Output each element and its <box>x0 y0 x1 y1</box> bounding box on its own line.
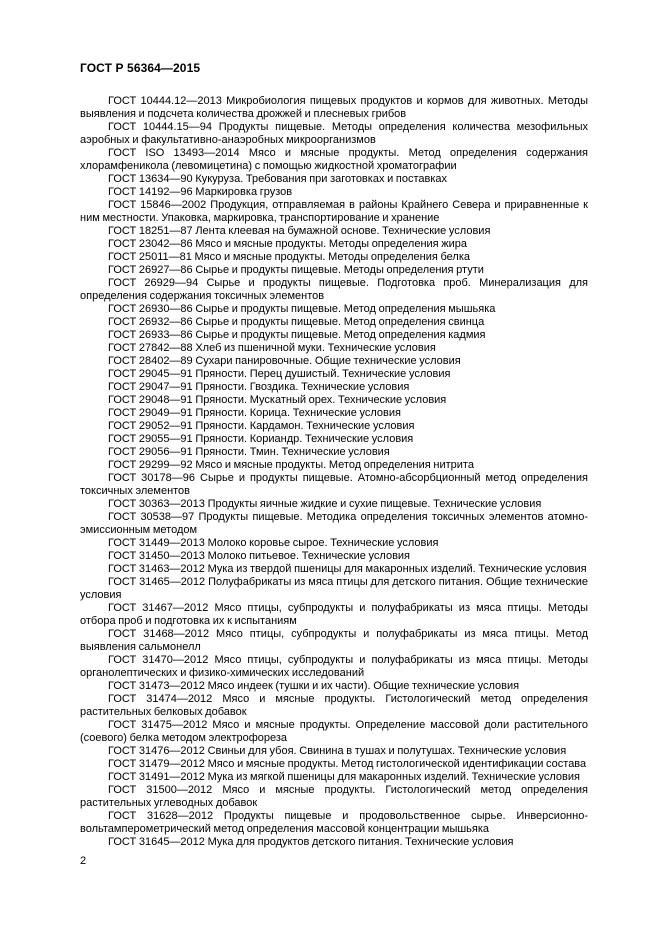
reference-entry: ГОСТ 31628—2012 Продукты пищевые и продовольственное сырье. Инверсионно-вольтамперометрический метод определения массовой концентрации мышьяка <box>80 810 588 835</box>
reference-entry: ГОСТ 27842—88 Хлеб из пшеничной муки. Технические условия <box>108 342 436 354</box>
reference-entry: ГОСТ 28402—89 Сухари панировочные. Общие технические условия <box>108 355 461 367</box>
reference-entry: ГОСТ 15846—2002 Продукция, отправляемая в районы Крайнего Севера и приравненные к ним местности. Упаковка, маркировка, транспортирование и хранение <box>80 199 591 224</box>
reference-entry: ГОСТ 25011—81 Мясо и мясные продукты. Методы определения белка <box>108 251 471 263</box>
reference-entry: ГОСТ 10444.12—2013 Микробиология пищевых продуктов и кормов для животных. Методы выявления и подсчета количества дрожжей и плесневых грибов <box>80 95 591 120</box>
reference-entry: ГОСТ 10444.15—94 Продукты пищевые. Методы определения количества мезофильных аэробных и факультативно-анаэробных микроорганизмов <box>80 121 591 146</box>
reference-entry: ГОСТ 31479—2012 Мясо и мясные продукты. Метод гистологической идентификации состава <box>108 758 587 770</box>
reference-entry: ГОСТ 29049—91 Пряности. Корица. Технические условия <box>108 407 401 419</box>
reference-entry: ГОСТ 31473—2012 Мясо индеек (тушки и их части). Общие технические условия <box>108 680 520 692</box>
reference-entry: ГОСТ 31465—2012 Полуфабрикаты из мяса птицы для детского питания. Общие технические условия <box>80 576 591 601</box>
reference-entry: ГОСТ 31463—2012 Мука из твердой пшеницы для макаронных изделий. Технические условия <box>108 563 587 575</box>
reference-entry: ГОСТ 14192—96 Маркировка грузов <box>108 186 293 198</box>
reference-entry: ГОСТ 31645—2012 Мука для продуктов детского питания. Технические условия <box>108 836 514 848</box>
reference-entry: ГОСТ 30363—2013 Продукты яичные жидкие и сухие пищевые. Технические условия <box>108 498 542 510</box>
reference-entry: ГОСТ 29052—91 Пряности. Кардамон. Технические условия <box>108 420 415 432</box>
reference-entry: ГОСТ 30538—97 Продукты пищевые. Методика определения токсичных элементов атомно-эмиссионным методом <box>80 511 588 536</box>
reference-entry: ГОСТ ISO 13493—2014 Мясо и мясные продукты. Метод определения содержания хлорамфеникола (левомицетина) с помощью жидкостной хроматографии <box>80 147 591 172</box>
reference-entry: ГОСТ 18251—87 Лента клеевая на бумажной основе. Технические условия <box>108 225 491 237</box>
reference-entry: ГОСТ 26927—86 Сырье и продукты пищевые. Методы определения ртути <box>108 264 484 276</box>
reference-entry: ГОСТ 31468—2012 Мясо птицы, субпродукты и полуфабрикаты из мяса птицы. Метод выявления сальмонелл <box>80 628 591 653</box>
reference-entry: ГОСТ 13634—90 Кукуруза. Требования при заготовках и поставках <box>108 173 448 185</box>
reference-entry: ГОСТ 30178—96 Сырье и продукты пищевые. Атомно-абсорбционный метод определения токсичных элементов <box>80 472 591 497</box>
reference-entry: ГОСТ 29056—91 Пряности. Тмин. Технические условия <box>108 446 390 458</box>
reference-entry: ГОСТ 23042—86 Мясо и мясные продукты. Методы определения жира <box>108 238 468 250</box>
reference-entry: ГОСТ 29045—91 Пряности. Перец душистый. Технические условия <box>108 368 451 380</box>
reference-entry: ГОСТ 26933—86 Сырье и продукты пищевые. Метод определения кадмия <box>108 329 486 341</box>
normative-references-list <box>80 95 591 849</box>
reference-entry: ГОСТ 31475—2012 Мясо и мясные продукты. Определение массовой доли растительного (соевого) белка методом электрофореза <box>80 719 591 744</box>
reference-entry: ГОСТ 29055—91 Пряности. Кориандр. Технические условия <box>108 433 414 445</box>
reference-entry: ГОСТ 29299—92 Мясо и мясные продукты. Метод определения нитрита <box>108 459 474 471</box>
reference-entry: ГОСТ 31476—2012 Свиньи для убоя. Свинина в тушах и полутушах. Технические условия <box>108 745 567 757</box>
document-header: ГОСТ Р 56364—2015 <box>80 61 201 75</box>
reference-entry: ГОСТ 31449—2013 Молоко коровье сырое. Технические условия <box>108 537 439 549</box>
reference-entry: ГОСТ 31450—2013 Молоко питьевое. Технические условия <box>108 550 411 562</box>
reference-entry: ГОСТ 31491—2012 Мука из мягкой пшеницы для макаронных изделий. Технические условия <box>108 771 580 783</box>
reference-entry: ГОСТ 29048—91 Пряности. Мускатный орех. Технические условия <box>108 394 447 406</box>
reference-entry: ГОСТ 31467—2012 Мясо птицы, субпродукты и полуфабрикаты из мяса птицы. Методы отбора проб и подготовка их к испытаниям <box>80 602 591 627</box>
page-number: 2 <box>80 855 87 867</box>
reference-entry: ГОСТ 26930—86 Сырье и продукты пищевые. Метод определения мышьяка <box>108 303 496 315</box>
reference-entry: ГОСТ 26932—86 Сырье и продукты пищевые. Метод определения свинца <box>108 316 485 328</box>
reference-entry: ГОСТ 31500—2012 Мясо и мясные продукты. Гистологический метод определения растительных углеводных добавок <box>80 784 591 809</box>
reference-entry: ГОСТ 31470—2012 Мясо птицы, субпродукты и полуфабрикаты из мяса птицы. Методы органолептических и физико-химических исследований <box>80 654 591 679</box>
reference-entry: ГОСТ 31474—2012 Мясо и мясные продукты. Гистологический метод определения растительных белковых добавок <box>80 693 591 718</box>
reference-entry: ГОСТ 29047—91 Пряности. Гвоздика. Технические условия <box>108 381 410 393</box>
reference-entry: ГОСТ 26929—94 Сырье и продукты пищевые. Подготовка проб. Минерализация для определения содержания токсичных элементов <box>80 277 591 302</box>
